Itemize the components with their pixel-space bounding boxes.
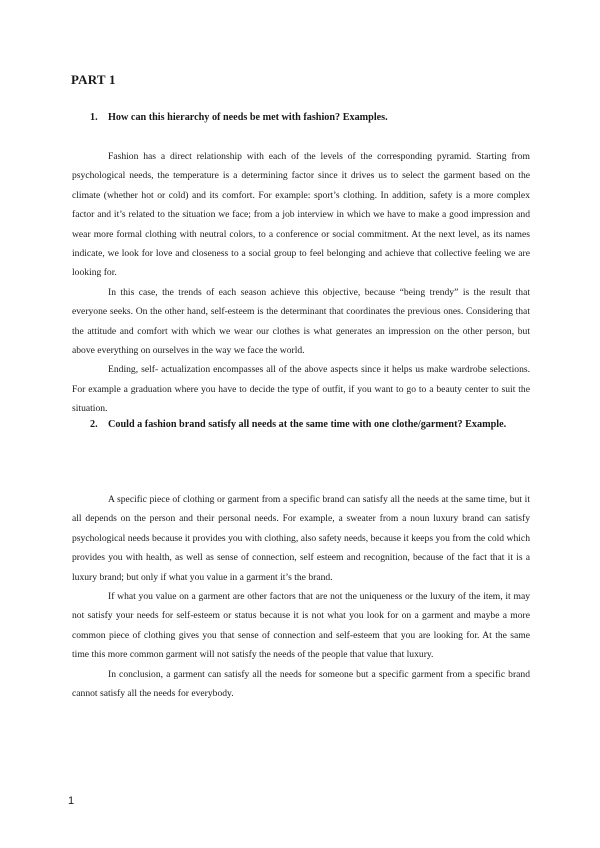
question-number: 2.: [90, 419, 98, 430]
answer-1-body: [72, 147, 530, 419]
answer-2-body: [72, 490, 530, 703]
paragraph: A specific piece of clothing or garment from a specific brand can satisfy all the needs at the same time, but it all depends on the person and their personal needs. For example, a sweater from a noun luxury brand can satisfy psychological needs because it provides you with clothing, also safety needs, because it keeps you from the cold which provides you with health, as well as sense of connection, self esteem and recognition, because of the fact that it is a luxury brand; but only if what you value in a garment it’s the brand.: [72, 494, 530, 583]
paragraph: In conclusion, a garment can satisfy all the needs for someone but a specific garment from a specific brand cannot satisfy all the needs for everybody.: [72, 668, 530, 700]
question-text: Could a fashion brand satisfy all needs at the same time with one clothe/garment? Example.: [108, 419, 507, 430]
paragraph: Ending, self- actualization encompasses all of the above aspects since it helps us make wardrobe selections. For example a graduation where you have to decide the type of outfit, if you want to go to a beauty center to suit the situation.: [72, 364, 530, 415]
question-1-heading: [90, 108, 530, 128]
part-title: PART 1: [71, 72, 116, 87]
paragraph: In this case, the trends of each season achieve this objective, because “being trendy” is the result that everyone seeks. On the other hand, self-esteem is the determinant that coordinates the previous ones. Considering that the attitude and comfort with which we wear our clothes is what generates an impression on the other person, but above everything on ourselves in the way we face the world.: [72, 286, 530, 357]
question-number: 1.: [90, 112, 98, 123]
paragraph: If what you value on a garment are other factors that are not the uniqueness or the luxury of the item, it may not satisfy your needs for self-esteem or status because it is not what you look for on a garment and maybe a more common piece of clothing gives you that sense of connection and self-esteem that you are looking for. At the same time this more common garment will not satisfy the needs of the people that value that luxury.: [72, 591, 530, 661]
question-2-heading: [90, 415, 530, 435]
paragraph: Fashion has a direct relationship with each of the levels of the corresponding pyramid. Starting from psychological needs, the temperature is a determining factor since it drives us to select the garment based on the climate (whether hot or cold) and its comfort. For example: sport’s clothing. In addition, safety is a more complex factor and it’s related to the situation we face; from a job interview in which we have to make a good impression and wear more formal clothing with neutral colors, to a conference or social commitment. At the next level, as its names indicate, we look for love and closeness to a social group to feel belonging and achieve that collective feeling we are looking for.: [72, 151, 530, 279]
page-number: 1: [68, 795, 75, 807]
question-text: How can this hierarchy of needs be met with fashion? Examples.: [108, 112, 388, 123]
